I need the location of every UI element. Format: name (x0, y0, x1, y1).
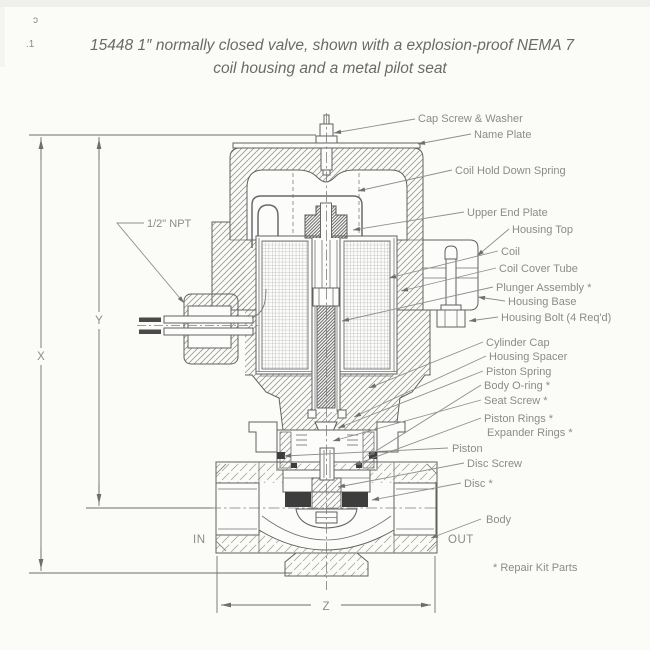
caption (90, 37, 575, 77)
label-repair-kit-footnote: * Repair Kit Parts (493, 562, 578, 574)
label-piston-rings: Piston Rings * (484, 413, 554, 425)
label-conduit-npt: 1/2" NPT (147, 218, 192, 230)
dimension-x (33, 137, 49, 571)
dimension-x-label: X (37, 351, 45, 363)
label-disc-screw: Disc Screw (467, 458, 523, 470)
dimension-z-label: Z (322, 601, 330, 613)
disc-right (342, 492, 368, 507)
label-coil-cover-tube: Coil Cover Tube (499, 263, 578, 275)
label-port-out: OUT (448, 534, 474, 546)
label-seat-screw: Seat Screw * (484, 395, 548, 407)
artifact-mark-top: ɔ (33, 15, 38, 26)
plunger-core (317, 306, 335, 408)
body-oring-left (277, 452, 285, 459)
label-housing-spacer: Housing Spacer (489, 351, 568, 363)
coil-winding-right (344, 241, 390, 369)
label-upper-end-plate: Upper End Plate (467, 207, 548, 219)
plunger-nut (313, 288, 339, 306)
label-disc: Disc * (464, 478, 493, 490)
label-housing-base: Housing Base (508, 296, 577, 308)
outlet-port (394, 483, 436, 535)
label-body: Body (486, 514, 512, 526)
label-coil: Coil (501, 246, 520, 258)
label-expander-rings: Expander Rings * (487, 427, 573, 439)
disc-left (285, 492, 311, 507)
label-cylinder-cap: Cylinder Cap (486, 337, 550, 349)
coil-winding-left (262, 241, 308, 369)
label-piston: Piston (452, 443, 483, 455)
piston-ring-left (291, 463, 297, 468)
label-housing-top: Housing Top (512, 224, 573, 236)
label-body-oring: Body O-ring * (484, 380, 551, 392)
inlet-port (216, 483, 259, 535)
label-port-in: IN (193, 534, 206, 546)
label-piston-spring: Piston Spring (486, 366, 552, 378)
label-name-plate: Name Plate (474, 129, 532, 141)
label-housing-bolt: Housing Bolt (4 Req'd) (501, 312, 612, 324)
label-cap-screw: Cap Screw & Washer (418, 113, 523, 125)
label-plunger-assembly: Plunger Assembly * (496, 282, 592, 294)
stem (320, 448, 334, 480)
label-coil-hold-down-spring: Coil Hold Down Spring (455, 165, 566, 177)
dimension-y-label: Y (95, 315, 103, 327)
caption-line-1: 15448 1″ normally closed valve, shown with a explosion-proof NEMA 7 (90, 37, 574, 54)
artifact-mark-left: .1 (26, 39, 35, 50)
caption-line-2: coil housing and a metal pilot seat (213, 60, 447, 77)
scan-artifacts (0, 0, 650, 67)
dimension-y (91, 137, 107, 506)
